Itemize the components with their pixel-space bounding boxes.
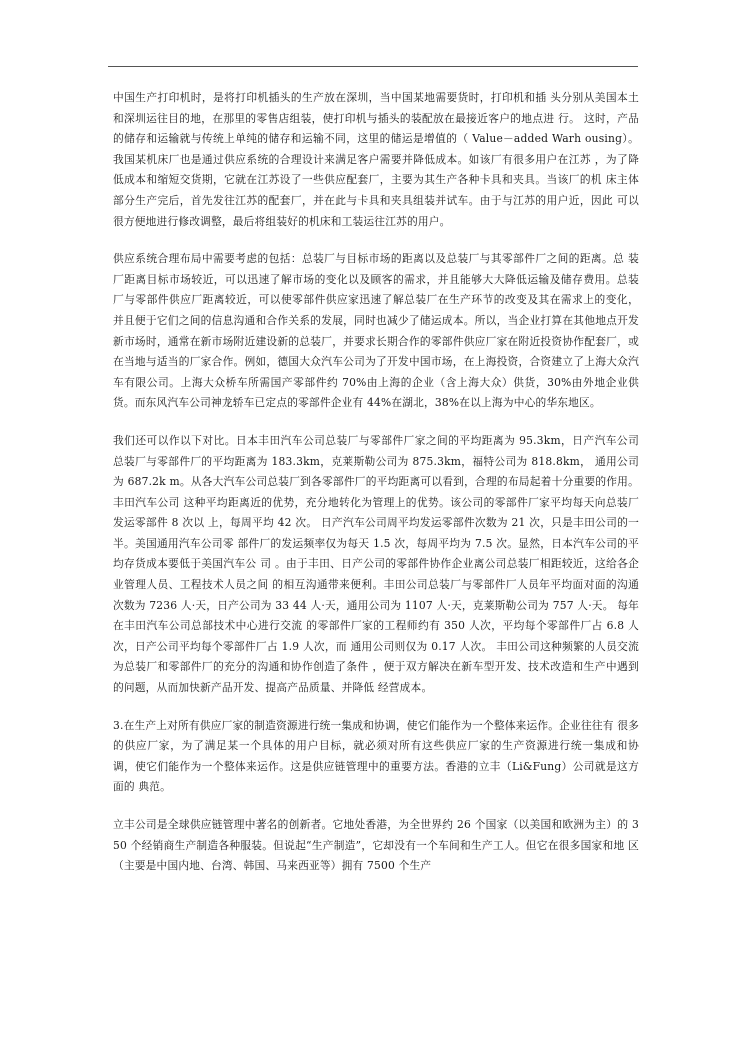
paragraph-printer-assembly: 中国生产打印机时，是将打印机插头的生产放在深圳，当中国某地需要货时，打印机和插 头分别从美国本土和深圳运往目的地，在那里的零售店组装，使打印机与插头的装配放在最接近客户的地点进 行。 这时，产品的储存和运输就与传统上单纯的储存和运输不同，这里的储运是增值的（ Value－added Warh ousing）。我国某机床厂也是通过供应系统的合理设计来满足客户需要并降低成本。如该厂有很多用户在江苏 ，为了降低成本和缩短交货期，它就在江苏设了一些供应配套厂，主要为其生产各种卡具和夹具。当该厂的机 床主体部分生产完后，首先发往江苏的配套厂，并在此与卡具和夹具组装并试车。由于与江苏的用户近，因此 可以很方便地进行修改调整，最后将组装好的机床和工装运往江苏的用户。	[113, 91, 639, 228]
paragraph-li-fung: 立丰公司是全球供应链管理中著名的创新者。它地处香港，为全世界约 26 个国家（以美国和欧洲为主）的 350 个经销商生产制造各种服装。但说起“生产制造”，它却没有一个车间和生产工人。但它在很多国家和地 区（主要是中国内地、台湾、韩国、马来西亚等）拥有 7500 个生产	[113, 818, 639, 873]
paragraph-distance-comparison: 我们还可以作以下对比。日本丰田汽车公司总装厂与零部件厂家之间的平均距离为 95.3km，日产汽车公司 总装厂与零部件厂的平均距离为 183.3km，克莱斯勒公司为 875.3km，福特公司为 818.8km， 通用公司为 687.2k m。从各大汽车公司总装厂到各零部件厂的平均距离可以看到，合理的布局起着十分重要的作用。丰田汽车公司 这种平均距离近的优势，充分地转化为管理上的优势。该公司的零部件厂家平均每天向总装厂发运零部件 8 次以 上，每周平均 42 次。 日产汽车公司周平均发运零部件次数为 21 次，只是丰田公司的一半。美国通用汽车公司零 部件厂的发运频率仅为每天 1.5 次，每周平均为 7.5 次。显然，日本汽车公司的平均存货成本要低于美国汽车公 司 。由于丰田、日产公司的零部件协作企业离公司总装厂相距较近，这给各企业管理人员、工程技术人员之间 的相互沟通带来便利。丰田公司总装厂与零部件厂人员年平均面对面的沟通次数为 7236 人·天，日产公司为 33 44 人·天，通用公司为 1107 人·天，克莱斯勒公司为 757 人·天。 每年在丰田汽车公司总部技术中心进行交流 的零部件厂家的工程师约有 350 人次，平均每个零部件厂占 6.8 人次，日产公司平均每个零部件厂占 1.9 人次，而 通用公司则仅为 0.17 人次。 丰田公司这种频繁的人员交流为总装厂和零部件厂的充分的沟通和协作创造了条件 ，便于双方解决在新车型开发、技术改造和生产中遇到的问题，从而加快新产品开发、提高产品质量、并降低 经营成本。	[113, 433, 639, 695]
document-body	[113, 88, 639, 894]
paragraph-resource-integration: 3.在生产上对所有供应厂家的制造资源进行统一集成和协调，使它们能作为一个整体来运作。企业往往有 很多的供应厂家，为了满足某一个具体的用户目标，就必须对所有这些供应厂家的生产资源进行统一集成和协 调，使它们能作为一个整体来运作。这是供应链管理中的重要方法。香港的立丰（Li&Fung）公司就是这方面的 典范。	[113, 718, 639, 794]
paragraph-supply-layout: 供应系统合理布局中需要考虑的包括：总装厂与目标市场的距离以及总装厂与其零部件厂之间的距离。总 装厂距离目标市场较近，可以迅速了解市场的变化以及顾客的需求，并且能够大大降低运输及储存费用。总装 厂与零部件供应厂距离较近，可以使零部件供应家迅速了解总装厂在生产环节的改变及其在需求上的变化， 并且便于它们之间的信息沟通和合作关系的发展，同时也减少了储运成本。所以，当企业打算在其他地点开发 新市场时，通常在新市场附近建设新的总装厂，并要求长期合作的零部件供应厂家在附近投资协作配套厂，或 在当地与适当的厂家合作。例如，德国大众汽车公司为了开发中国市场，在上海投资，合资建立了上海大众汽 车有限公司。上海大众桥车所需国产零部件约 70%由上海的企业（含上海大众）供货，30%由外地企业供货。而东风汽车公司神龙轿车已定点的零部件企业有 44%在湖北，38%在以上海为中心的华东地区。	[113, 252, 639, 410]
header-rule	[108, 66, 638, 67]
